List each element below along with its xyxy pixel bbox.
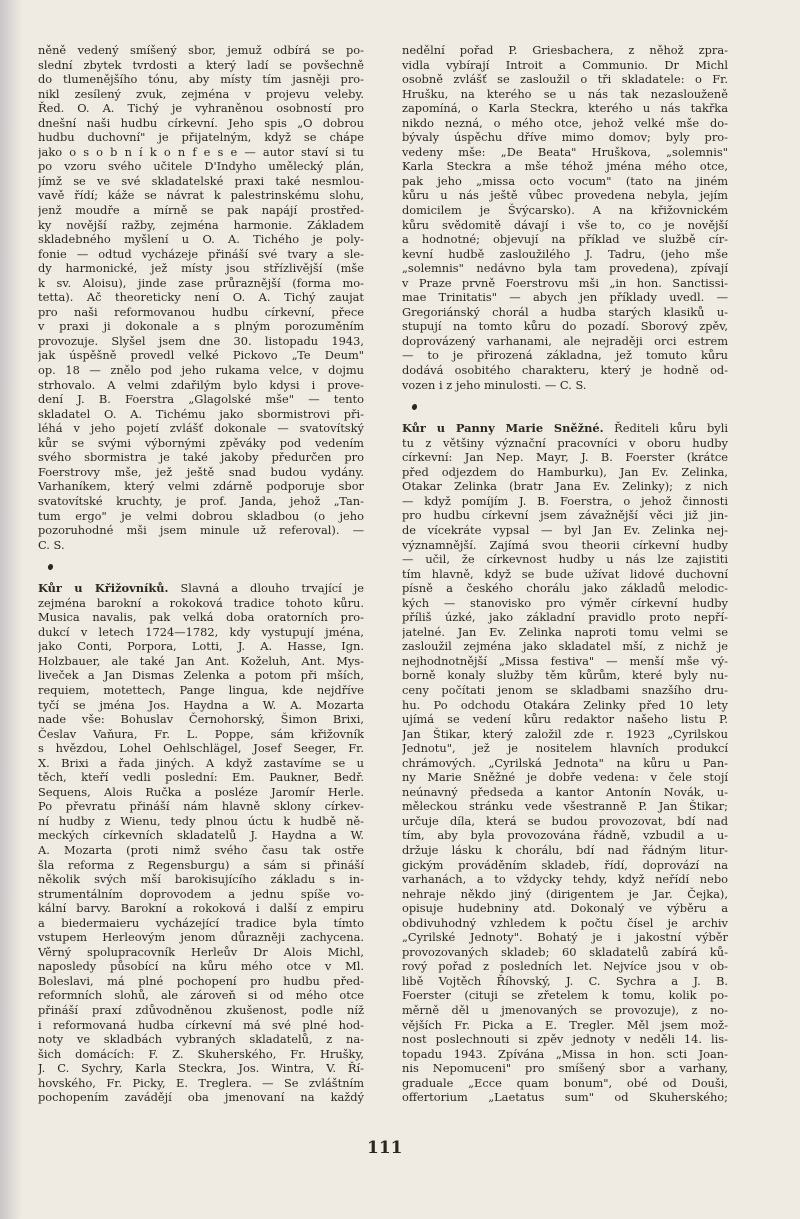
text-line: nikl zesílený zvuk, zejména v projevu veleby. — [38, 86, 364, 101]
text-line: hovského, Fr. Picky, E. Treglera. — Se zvláštním — [38, 1075, 364, 1090]
text-line: do tlumenějšího tónu, aby místy tím jasněji pro- — [38, 72, 364, 87]
text-line: dy harmonické, jež místy jsou střízlivější (mše — [38, 261, 364, 276]
text-line: J. C. Sychry, Karla Steckra, Jos. Wintra, V. Ří- — [38, 1061, 364, 1076]
text-line: gickým prováděním skladeb, řídí, doprovází na — [402, 857, 728, 872]
text-line: v Praze prvně Foerstrovu mši „in hon. Sanctissi- — [402, 275, 728, 290]
text-line: šla reforma z Regensburgu) a sám si přináší — [38, 857, 364, 872]
text-line: měleckou stránku vede všestranně P. Jan Štikar; — [402, 799, 728, 814]
section-separator — [402, 392, 728, 421]
text-line: Musica navalis, pak velká doba oratorních pro- — [38, 610, 364, 625]
text-line: — učil, že církevnost hudby u nás lze zajistiti — [402, 552, 728, 567]
text-line: bývaly úspěchu dříve mimo domov; byly pro- — [402, 130, 728, 145]
text-line: strhovalo. A velmi zdařilým bylo kdysi i prove- — [38, 377, 364, 392]
text-line: nade vše: Bohuslav Černohorský, Šimon Brixi, — [38, 712, 364, 727]
text-line: několik svých mší barokisujícího základu s in- — [38, 872, 364, 887]
text-line: X. Brixi a řada jiných. A když zastavíme se u — [38, 755, 364, 770]
text-line: písně a českého chorálu jako základů melodic- — [402, 581, 728, 596]
text-line: před odjezdem do Hamburku), Jan Ev. Zelinka, — [402, 464, 728, 479]
article-paragraph — [38, 43, 364, 552]
page-number: 111 — [367, 1138, 403, 1158]
text-line: Věrný spolupracovník Herleův Dr Alois Michl, — [38, 944, 364, 959]
text-line: nikdo nezná, o mého otce, jehož velké mše do- — [402, 115, 728, 130]
text-line: reformních slohů, ale zároveň si od mého otce — [38, 988, 364, 1003]
text-line: určuje díla, která se budou provozovat, bdí nad — [402, 813, 728, 828]
text-line: osobně zvlášť se zasloužil o tři skladatele: o Fr. — [402, 72, 728, 87]
section-first-line — [38, 581, 364, 596]
text-line: Česlav Vaňura, Fr. L. Poppe, sám křižovník — [38, 726, 364, 741]
text-line: — když pomíjím J. B. Foerstra, o jehož činnosti — [402, 493, 728, 508]
text-line: meckých církevních skladatelů J. Haydna a W. — [38, 828, 364, 843]
text-line: pozoruhodné mši jsem minule už referoval). — — [38, 523, 364, 538]
left-column — [38, 43, 364, 1105]
text-line: vavě řídí; káže se návrat k palestrinskému slohu, — [38, 188, 364, 203]
text-line: kůru svědomitě dávají i vše to, co je novější — [402, 217, 728, 232]
text-line: dukcí v letech 1724—1782, kdy vystupují jména, — [38, 624, 364, 639]
text-line: Po převratu přináší nám hlavně sklony církev- — [38, 799, 364, 814]
text-line: Holzbauer, ale také Jan Ant. Koželuh, Ant. Mys- — [38, 653, 364, 668]
text-line: léhá v jeho pojetí zvlášť dokonale — svatovítský — [38, 421, 364, 436]
text-line: fonie — odtud vycházeje přináší své tvary a sle- — [38, 246, 364, 261]
text-line: borně konaly služby těm kůrům, které byly nu- — [402, 668, 728, 683]
text-line: tím, aby byla provozována řádně, vzbudil a u- — [402, 828, 728, 843]
text-line: „Cyrilské Jednoty". Bohatý je i jakostní výběr — [402, 930, 728, 945]
text-line: vějších Fr. Picka a E. Tregler. Měl jsem mož- — [402, 1017, 728, 1032]
text-line: jímž se ve své skladatelské praxi také nesmlou- — [38, 173, 364, 188]
text-line: Foerster (cituji se zřetelem k tomu, kolik po- — [402, 988, 728, 1003]
text-line: příliš úzké, jako základní pravidlo proto nepří- — [402, 610, 728, 625]
text-line: Sequens, Alois Ručka a posléze Jaromír Herle. — [38, 784, 364, 799]
text-line: Boleslavi, má plné pochopení pro hudbu před- — [38, 973, 364, 988]
page-binding-edge — [0, 0, 22, 1219]
text-line: Řed. O. A. Tichý je vyhraněnou osobností pro — [38, 101, 364, 116]
text-line: C. S. — [38, 537, 65, 552]
text-line: „solemnis" nedávno byla tam provedena), zpívají — [402, 261, 728, 276]
text-line: kých — stanovisko pro výměr církevní hudby — [402, 595, 728, 610]
text-line: měrně děl u jmenovaných se provozuje), z no- — [402, 1003, 728, 1017]
text-line: a biedermaieru vycházející tradice byla tímto — [38, 915, 364, 930]
text-line: rový pořad z posledních let. Nejvíce jsou v ob- — [402, 959, 728, 974]
text-line: tím hlavně, když se bude užívat lidové duchovní — [402, 566, 728, 581]
text-line: jak úspěšně provedl velké Pickovo „Te Deum" — [38, 348, 364, 363]
text-line: ní hudby z Wienu, tedy plnou úctu k hudbě ně- — [38, 813, 364, 828]
text-line: těch, kteří vedli poslední: Em. Paukner, Bedř. — [38, 770, 364, 785]
text-line: op. 18 — znělo pod jeho rukama velce, v dojmu — [38, 363, 364, 378]
text-line: zejména barokní a rokoková tradice tohoto kůru. — [38, 595, 364, 610]
text-line: domicilem je Švýcarsko). A na křižovnickém — [402, 203, 728, 218]
text-line: noty ve skladbách vybraných skladatelů, z na- — [38, 1032, 364, 1047]
text-line: tum ergo" je velmi dobrou skladbou (o jeho — [38, 508, 364, 523]
text-line: vozen i z jeho minulosti. — C. S. — [402, 377, 587, 392]
text-line: skladebného myšlení u O. A. Tichého je poly- — [38, 232, 364, 247]
text-line: chrámových. „Cyrilská Jednota" na kůru u Pan- — [402, 755, 728, 770]
text-line: po vzoru svého učitele D'Indyho umělecký plán, — [38, 159, 364, 174]
text-line: Gregoriánský chorál a hudba starých klasiků u- — [402, 304, 728, 319]
text-line: topadu 1943. Zpívána „Missa in hon. scti Joan- — [402, 1046, 728, 1061]
bullet-icon — [47, 563, 54, 570]
text-line: obdivuhodný vzhledem k počtu čísel je archiv — [402, 915, 728, 930]
text-line: — to je přirozená základna, jež tomuto kůru — [402, 348, 728, 363]
text-line: pro naši reformovanou hudbu církevní, přece — [38, 304, 364, 319]
text-line: jako o s o b n í k o n f e s e — autor staví si tu — [38, 144, 364, 159]
text-line: de vícekráte vypsal — byl Jan Ev. Zelinka nej- — [402, 522, 728, 537]
text-line: Jan Štikar, který založil zde r. 1923 „Cyrilskou — [402, 726, 728, 741]
section-heading: Kůr u Křižovníků. — [38, 581, 169, 596]
article-section — [402, 421, 728, 1105]
text-line: varhanách, a to vždycky tehdy, když neřídí nebo — [402, 872, 728, 887]
text-line: pochopením zavádějí oba jmenovaní na každý — [38, 1090, 364, 1105]
text-line: držuje lásku k chorálu, bdí nad řádným litur- — [402, 842, 728, 857]
text-line: vidla vybírají Introit a Communio. Dr Michl — [402, 57, 728, 72]
text-line: zapomíná, o Karla Steckra, kterého u nás takřka — [402, 101, 728, 116]
text-line: k sv. Aloisu), jinde zase průraznější (forma mo- — [38, 275, 364, 290]
text-line: Karla Steckra a mše téhož jména mého otce, — [402, 159, 728, 174]
text-line: kůru u nás ještě vůbec provedena nebyla, jejím — [402, 188, 728, 203]
text-line: a hodnotné; objevují na příklad ve službě cír- — [402, 232, 728, 247]
text-line: v praxi ji dokonale a s plným porozuměním — [38, 319, 364, 334]
text-line: Jednotu", jež je nositelem hlavních produkcí — [402, 741, 728, 756]
text-line: skladatel O. A. Tichému jako sbormistrovi při- — [38, 406, 364, 421]
text-line: významnější. Zajímá svou theorii církevní hudby — [402, 537, 728, 552]
text-line: graduale „Ecce quam bonum", obé od Douši, — [402, 1075, 728, 1090]
text-line: requiem, motettech, Pange lingua, kde nejdříve — [38, 682, 364, 697]
text-line: opisuje hudebniny atd. Dokonalý ve výběru a — [402, 901, 728, 916]
text-line: hudbu duchovní" je přijatelným, když se chápe — [38, 130, 364, 145]
text-line: s hvězdou, Lohel Oehlschlägel, Josef Seeger, Fr. — [38, 741, 364, 756]
text-line: kůr se svými výbornými zpěváky pod vedením — [38, 435, 364, 450]
text-line: mae Trinitatis" — abych jen příklady uvedl. — — [402, 290, 728, 305]
section-first-line-text: Slavná a dlouho trvající je — [180, 581, 364, 596]
text-line: ny Marie Sněžné je dobře vedena: v čele stojí — [402, 770, 728, 785]
text-line: hu. Po odchodu Otakára Zelinky před 10 lety — [402, 697, 728, 712]
text-line: slední zbytek tvrdosti a který ladí se povšechně — [38, 57, 364, 72]
text-line: liveček a Jan Dismas Zelenka a potom při mších, — [38, 668, 364, 683]
text-line: doprovázený varhanami, ale nejraději orci estrem — [402, 333, 728, 348]
text-line: nis Nepomuceni" pro smíšený sbor a varhany, — [402, 1061, 728, 1076]
text-line: vstupem Herleovým jenom důrazněji zachycena. — [38, 930, 364, 945]
text-line: A. Mozarta (proti nimž svého času tak ostře — [38, 842, 364, 857]
text-line: stupují na tomto kůru do pozadí. Sborový zpěv, — [402, 319, 728, 334]
text-line: Foerstrovy mše, jež ještě snad budou vydány. — [38, 464, 364, 479]
text-line: dodává osobitého charakteru, který je hodně od- — [402, 363, 728, 378]
article-paragraph — [402, 43, 728, 392]
text-line: nejhodnotnější „Missa festiva" — menší mše vý- — [402, 653, 728, 668]
text-line: Hrušku, na kterého se u nás tak nezaslouženě — [402, 86, 728, 101]
section-first-line-text: Řediteli kůru byli — [614, 421, 728, 436]
text-line: jatelné. Jan Ev. Zelinka naproti tomu velmi se — [402, 624, 728, 639]
text-line: naposledy působící na kůru mého otce v Ml. — [38, 959, 364, 974]
text-line: tu z většiny význační pracovníci v oboru hudby — [402, 435, 728, 450]
text-line: libě Vojtěch Říhovský, J. C. Sychra a J. B. — [402, 973, 728, 988]
section-first-line — [402, 421, 728, 436]
text-line: Otakar Zelinka (bratr Jana Ev. Zelinky); z nich — [402, 479, 728, 494]
text-line: Varhaníkem, který velmi zdárně podporuje sbor — [38, 479, 364, 494]
text-line: tyčí se jména Jos. Haydna a W. A. Mozarta — [38, 697, 364, 712]
text-line: svého sbormistra je také jakoby předurčen pro — [38, 450, 364, 465]
text-line: provozovaných skladeb; 60 skladatelů zabírá ků- — [402, 944, 728, 959]
text-line: offertorium „Laetatus sum" od Skuherského; — [402, 1090, 728, 1105]
article-section — [38, 581, 364, 1105]
text-line: něně vedený smíšený sbor, jemuž odbírá se po- — [38, 43, 364, 57]
text-line: pro hudbu církevní jsem závažnější věci již jin- — [402, 508, 728, 523]
text-line: nehraje někdo jiný (dirigentem je Jar. Čejka), — [402, 886, 728, 901]
text-line: neúnavný předseda a kantor Antonín Novák, u- — [402, 784, 728, 799]
text-line: ceny počítati jenom se skladbami snazšího dru- — [402, 682, 728, 697]
text-line: církevní: Jan Nep. Mayr, J. B. Foerster (krátce — [402, 450, 728, 465]
text-line: nost poslechnouti si zpěv jednoty v neděli 14. lis- — [402, 1032, 728, 1047]
text-line: jenž moudře a mírně se pak napájí prostřed- — [38, 203, 364, 218]
text-line: jako Conti, Porpora, Lotti, J. A. Hasse, Ign. — [38, 639, 364, 654]
text-line: dnešní naši hudbu církevní. Jeho spis „O dobrou — [38, 115, 364, 130]
section-heading: Kůr u Panny Marie Sněžné. — [402, 421, 604, 436]
text-line: strumentálním doprovodem a jednu spíše vo- — [38, 886, 364, 901]
bullet-icon — [411, 403, 418, 410]
text-line: přináší praxí zdůvodněnou zkušenost, podle níž — [38, 1003, 364, 1017]
text-line: dení J. B. Foerstra „Glagolské mše" — tento — [38, 392, 364, 407]
text-line: pak jeho „missa octo vocum" (tato na jiném — [402, 173, 728, 188]
text-line: provozuje. Slyšel jsem dne 30. listopadu 1943, — [38, 333, 364, 348]
text-line: zasloužil zejména jako skladatel mší, z nichž je — [402, 639, 728, 654]
text-line: ujímá se vedení kůru redaktor našeho listu P. — [402, 712, 728, 727]
text-line: vedeny mše: „De Beata" Hruškova, „solemnis" — [402, 144, 728, 159]
text-line: ky novější ražby, zejména harmonie. Základem — [38, 217, 364, 232]
text-line: tetta). Ač theoreticky není O. A. Tichý zaujat — [38, 290, 364, 305]
text-line: kální barvy. Barokní a rokoková i další z empiru — [38, 901, 364, 916]
text-line: nedělní pořad P. Griesbachera, z něhož zpra- — [402, 43, 728, 57]
text-line: kevní hudbě zasloužilého J. Tadru, (jeho mše — [402, 246, 728, 261]
text-line: svatovítské kruchty, je prof. Janda, jehož „Tan- — [38, 493, 364, 508]
text-line: šich domácích: F. Z. Skuherského, Fr. Hrušky, — [38, 1046, 364, 1061]
right-column — [402, 43, 728, 1105]
section-separator — [38, 552, 364, 581]
text-line: i reformovaná hudba církevní má své plné hod- — [38, 1017, 364, 1032]
